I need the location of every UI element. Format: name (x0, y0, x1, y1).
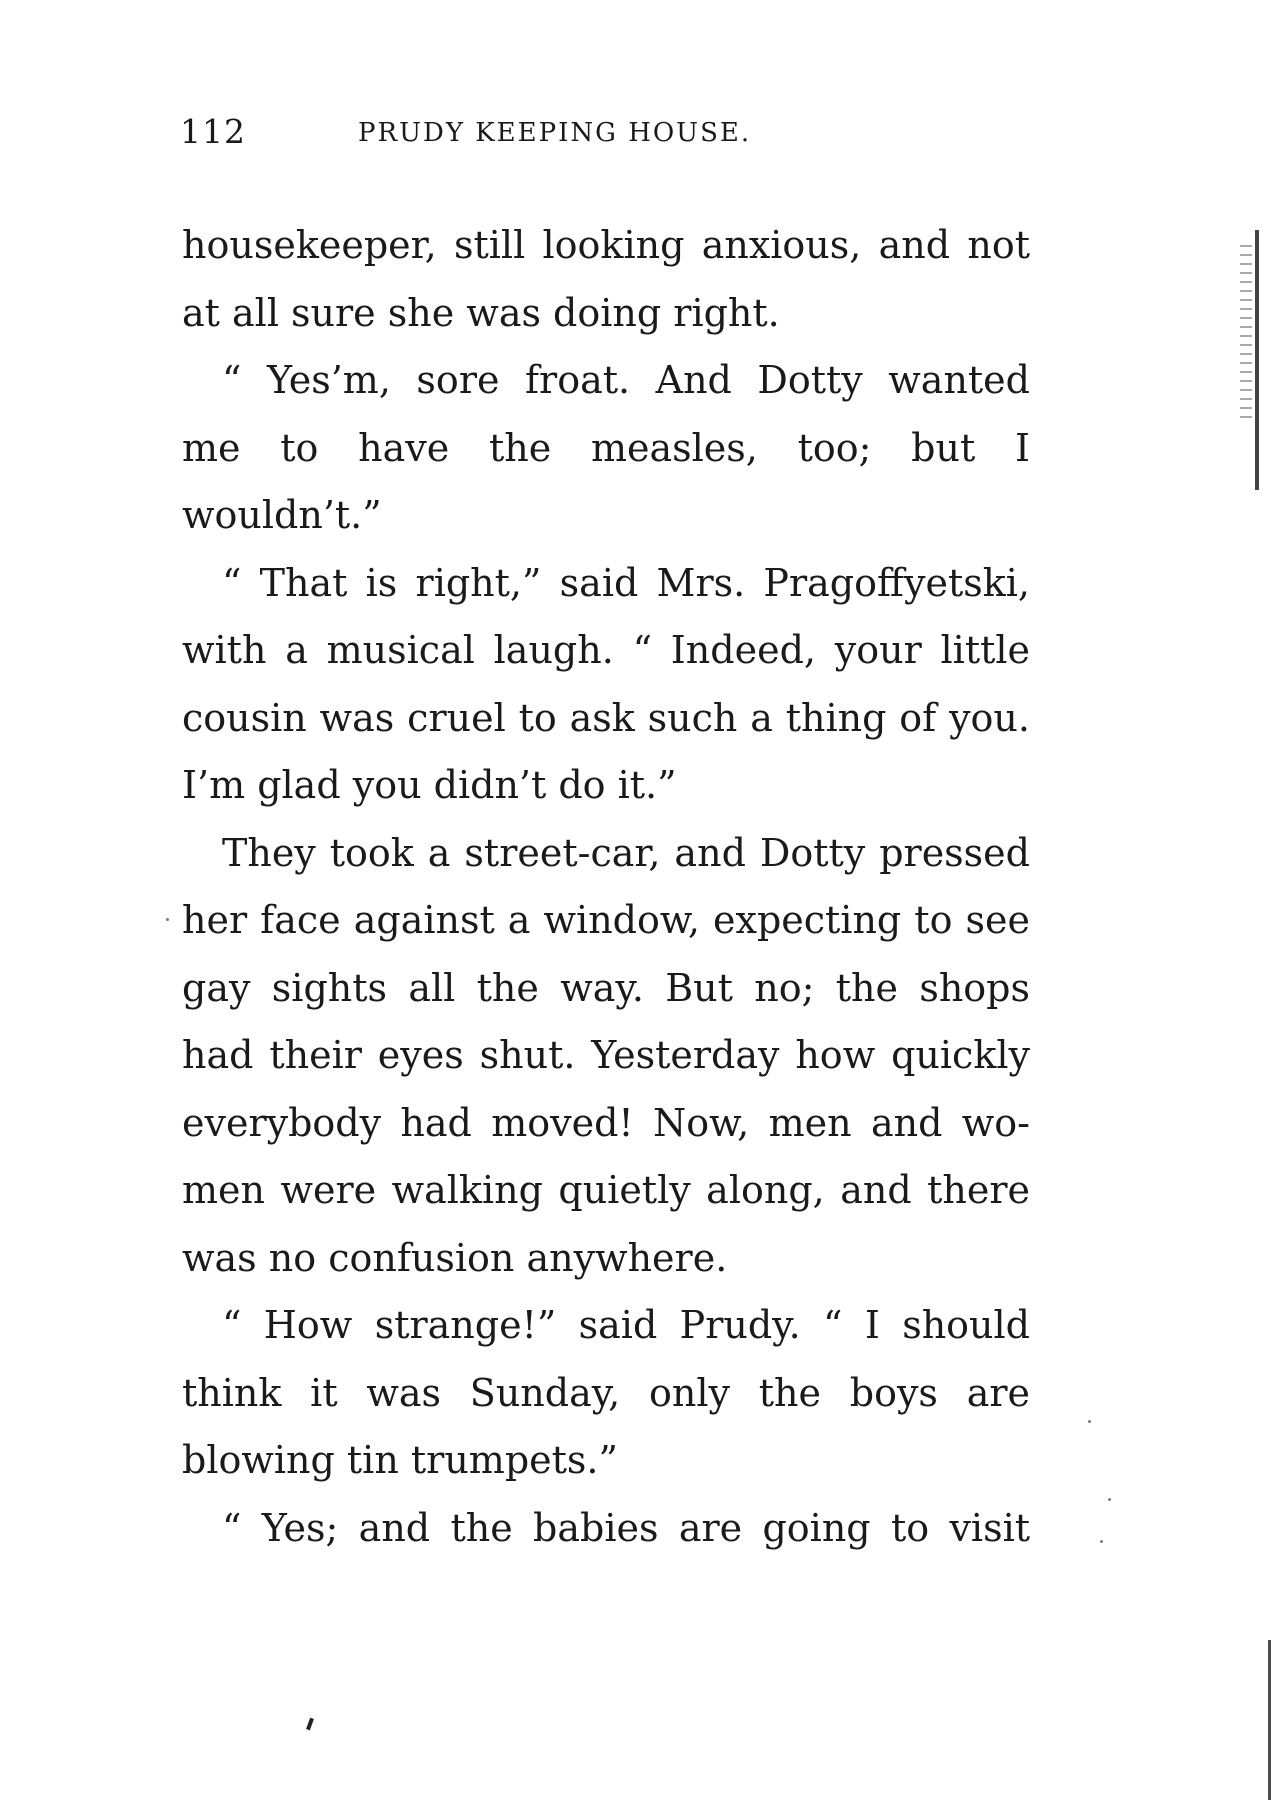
text-line: was no confusion anywhere. (182, 1235, 728, 1280)
ink-speck (1108, 1498, 1111, 1501)
running-title: PRUDY KEEPING HOUSE. (358, 118, 752, 148)
text-line: cousin was cruel to ask such a thing of you. (182, 695, 1030, 740)
scan-edge-mark (1268, 1640, 1271, 1800)
text-line: at all sure she was doing right. (182, 290, 780, 335)
text-line: “ How strange!” said Prudy. “ I should (222, 1303, 1030, 1347)
scan-edge-mark (1255, 230, 1259, 490)
text-line: “ Yes’m, sore froat. And Dotty wanted (222, 358, 1030, 402)
text-line: think it was Sunday, only the boys are (182, 1370, 1030, 1415)
text-line: men were walking quietly along, and there (182, 1168, 1030, 1212)
text-line: They took a street-car, and Dotty pressed (222, 830, 1030, 875)
text-line: her face against a window, expecting to see (182, 898, 1030, 942)
text-line: me to have the measles, too; but I (182, 425, 1030, 470)
body-text (182, 212, 1030, 1562)
text-line: I’m glad you didn’t do it.” (182, 763, 677, 807)
page-header (180, 112, 1030, 152)
text-line: housekeeper, still looking anxious, and not (182, 223, 1030, 267)
text-line: wouldn’t.” (182, 493, 382, 537)
ink-speck (166, 918, 169, 921)
ink-speck (1088, 1420, 1091, 1423)
text-line: had their eyes shut. Yesterday how quickly (182, 1033, 1030, 1077)
ink-speck (1100, 1540, 1103, 1543)
text-line: gay sights all the way. But no; the shops (182, 965, 1030, 1010)
ink-speck (306, 1718, 314, 1731)
scan-edge-specks (1240, 245, 1252, 425)
text-line: everybody had moved! Now, men and wo- (182, 1100, 1030, 1145)
text-line: with a musical laugh. “ Indeed, your little (182, 628, 1030, 672)
text-line: blowing tin trumpets.” (182, 1438, 618, 1482)
text-line: “ That is right,” said Mrs. Pragoffyetski, (222, 560, 1030, 605)
text-line: “ Yes; and the babies are going to visit (222, 1505, 1030, 1550)
page-number: 112 (180, 112, 246, 151)
